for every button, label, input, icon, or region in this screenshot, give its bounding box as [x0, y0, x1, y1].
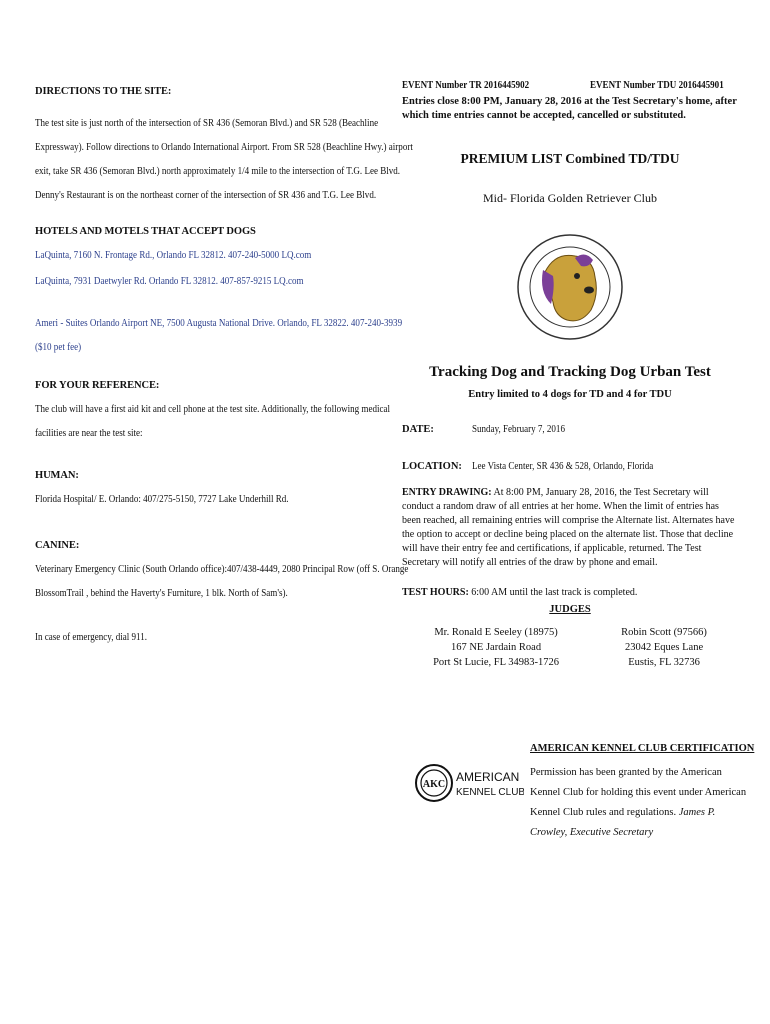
- date-row: [402, 424, 738, 435]
- date-value: Sunday, February 7, 2016: [472, 424, 565, 435]
- akc-logo-mark: AKC: [422, 779, 446, 790]
- test-hours: [402, 586, 738, 600]
- canine-header: CANINE:: [35, 540, 80, 551]
- right-column: [402, 80, 738, 670]
- reference-line: facilities are near the test site:: [35, 428, 143, 439]
- test-hours-text: 6:00 AM until the last track is completed.: [468, 587, 638, 598]
- akc-logo-line2: KENNEL CLUB: [456, 787, 524, 798]
- club-logo: [402, 232, 738, 342]
- location-label: LOCATION:: [402, 461, 462, 472]
- hotel-item: Ameri - Suites Orlando Airport NE, 7500 Augusta National Drive. Orlando, FL 32822. 407-240-3939: [35, 318, 403, 329]
- judges-title: JUDGES: [549, 604, 591, 615]
- reference-header: FOR YOUR REFERENCE:: [35, 380, 160, 391]
- human-header: HUMAN:: [35, 470, 79, 481]
- test-hours-label: TEST HOURS:: [402, 587, 469, 598]
- event-number-tr: EVENT Number TR 2016445902: [402, 80, 530, 91]
- judge-city: Port St Lucie, FL 34983-1726: [433, 657, 559, 668]
- entry-limit: Entry limited to 4 dogs for TD and 4 for TDU: [468, 389, 672, 400]
- judges-list: [402, 625, 738, 670]
- judge-address: 23042 Eques Lane: [624, 642, 704, 653]
- judge-address: 167 NE Jardain Road: [450, 642, 542, 653]
- akc-signature: James P. Crowley, Executive Secretary: [530, 807, 716, 838]
- judge-name: Mr. Ronald E Seeley (18975): [434, 627, 558, 638]
- club-name: Mid- Florida Golden Retriever Club: [483, 191, 657, 205]
- directions-line: exit, take SR 436 (Semoran Blvd.) north approximately 1/4 mile to the intersection of T.G. Lee Blvd.: [35, 166, 401, 177]
- event-numbers: [402, 80, 738, 91]
- hotel-item: ($10 pet fee): [35, 342, 82, 353]
- akc-logo: [414, 753, 524, 813]
- left-column: [35, 80, 413, 650]
- hotel-item: LaQuinta, 7160 N. Frontage Rd., Orlando FL 32812. 407-240-5000 LQ.com: [35, 250, 312, 261]
- hotels-list: [35, 244, 403, 360]
- akc-title: AMERICAN KENNEL CLUB CERTIFICATION: [530, 743, 755, 754]
- location-value: Lee Vista Center, SR 436 & 528, Orlando, Florida: [472, 461, 654, 472]
- canine-text: [35, 558, 409, 606]
- hotel-item: LaQuinta, 7931 Daetwyler Rd. Orlando FL 32812. 407-857-9215 LQ.com: [35, 276, 304, 287]
- golden-retriever-logo-icon: [515, 232, 625, 342]
- location-row: [402, 461, 738, 472]
- date-label: DATE:: [402, 424, 434, 435]
- canine-line: BlossomTrail , behind the Haverty's Furniture, 1 blk. North of Sam's).: [35, 588, 288, 599]
- event-number-tdu: EVENT Number TDU 2016445901: [589, 80, 724, 91]
- emergency-text: In case of emergency, dial 911.: [35, 632, 148, 643]
- entry-drawing-label: ENTRY DRAWING:: [402, 487, 492, 498]
- hotels-header: HOTELS AND MOTELS THAT ACCEPT DOGS: [35, 226, 256, 237]
- directions-header: DIRECTIONS TO THE SITE:: [35, 86, 172, 97]
- directions-line: Denny's Restaurant is on the northeast corner of the intersection of SR 436 and T.G. Lee Blvd.: [35, 190, 377, 201]
- akc-logo-line1: AMERICAN: [456, 770, 520, 784]
- judge-1: [433, 625, 559, 670]
- entries-close: Entries close 8:00 PM, January 28, 2016 at the Test Secretary's home, after which time entries cannot be accepted, cancelled or substituted.: [402, 96, 737, 121]
- akc-logo-icon: [414, 753, 524, 813]
- directions-text: [35, 112, 413, 208]
- judge-city: Eustis, FL 32736: [628, 657, 700, 668]
- directions-line: The test site is just north of the intersection of SR 436 (Semoran Blvd.) and SR 528 (Beachline: [35, 118, 379, 129]
- human-text: Florida Hospital/ E. Orlando: 407/275-5150, 7727 Lake Underhill Rd.: [35, 494, 289, 505]
- entry-drawing-text: At 8:00 PM, January 28, 2016, the Test Secretary will conduct a random draw of all entries at her home. When the limit of entries has been reached, all remaining entries will comprise the Alternate list. Alternates have the option to accept or decline being placed on the alternate list. Those that decline will have their entry fee and certifications, if applicable, returned. The Test Secretary will notify all entries of the draw by phone and email.: [402, 487, 735, 568]
- test-title: Tracking Dog and Tracking Dog Urban Test: [429, 364, 711, 380]
- reference-text: [35, 398, 391, 446]
- entry-drawing: [402, 486, 738, 570]
- canine-line: Veterinary Emergency Clinic (South Orlando office):407/438-4449, 2080 Principal Row (off S. Orange: [35, 564, 409, 575]
- akc-text: [530, 763, 750, 843]
- directions-line: Expressway). Follow directions to Orlando International Airport. From SR 528 (Beachline Hwy.) airport: [35, 142, 413, 153]
- reference-line: The club will have a first aid kit and cell phone at the test site. Additionally, the following medical: [35, 404, 391, 415]
- premium-list-title: PREMIUM LIST Combined TD/TDU: [460, 151, 680, 166]
- judge-2: [621, 625, 707, 670]
- judge-name: Robin Scott (97566): [621, 627, 707, 638]
- akc-permission: Permission has been granted by the American Kennel Club for holding this event under American Kennel Club rules and regulations.: [530, 767, 747, 818]
